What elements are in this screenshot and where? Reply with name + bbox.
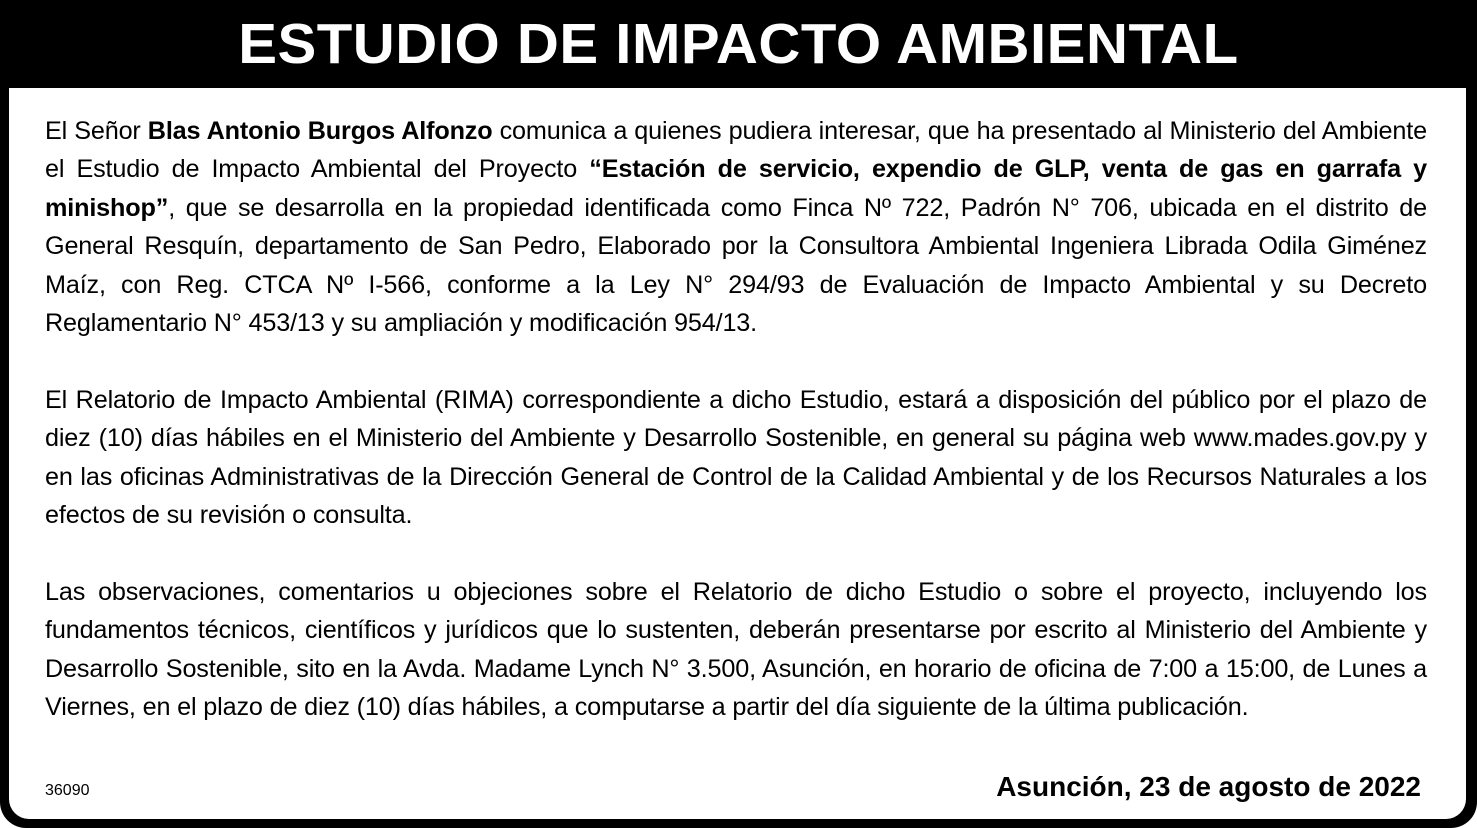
notice-code: 36090 xyxy=(45,782,90,799)
paragraph-1-text-b: comunica a quienes pudiera interesar, que ha presentado al Ministerio del Ambiente el Estudio de Impacto Ambiental del Proyecto xyxy=(45,117,1427,184)
notice-body xyxy=(45,112,1427,726)
notice-date: Asunción, 23 de agosto de 2022 xyxy=(996,771,1421,802)
header-bar xyxy=(0,0,1477,88)
paragraph-2: El Relatorio de Impacto Ambiental (RIMA) correspondiente a dicho Estudio, estará a disposición del público por el plazo de diez (10) días hábiles en el Ministerio del Ambiente y Desarrollo Sostenible, en general su página web www.mades.gov.py y en las oficinas Administrativas de la Dirección General de Control de la Calidad Ambiental y de los Recursos Naturales a los efectos de su revisión o consulta. xyxy=(45,385,1427,530)
applicant-name: Blas Antonio Burgos Alfonzo xyxy=(147,117,493,145)
paragraph-1 xyxy=(45,112,1427,342)
notice-content xyxy=(9,88,1466,819)
paragraph-1-text-a: El Señor xyxy=(45,117,148,145)
paragraph-3: Las observaciones, comentarios u objeciones sobre el Relatorio de dicho Estudio o sobre el proyecto, incluyendo los fundamentos técnicos, científicos y jurídicos que lo sustenten, deberán presentarse por escrito al Ministerio del Ambiente y Desarrollo Sostenible, sito en la Avda. Madame Lynch N° 3.500, Asunción, en horario de oficina de 7:00 a 15:00, de Lunes a Viernes, en el plazo de diez (10) días hábiles, a computarse a partir del día siguiente de la última publicación. xyxy=(45,577,1427,722)
notice-title: ESTUDIO DE IMPACTO AMBIENTAL xyxy=(238,11,1239,76)
project-name: “Estación de servicio, expendio de GLP, venta de gas en garrafa y minishop” xyxy=(45,155,1427,222)
paragraph-1-text-c: , que se desarrolla en la propiedad identificada como Finca Nº 722, Padrón N° 706, ubicada en el distrito de General Resquín, departamento de San Pedro, Elaborado por la Consultora Ambiental Ingeniera Librada Odila Giménez Maíz, con Reg. CTCA Nº I-566, conforme a la Ley N° 294/93 de Evaluación de Impacto Ambiental y su Decreto Reglamentario N° 453/13 y su ampliación y modificación 954/13. xyxy=(45,193,1427,338)
